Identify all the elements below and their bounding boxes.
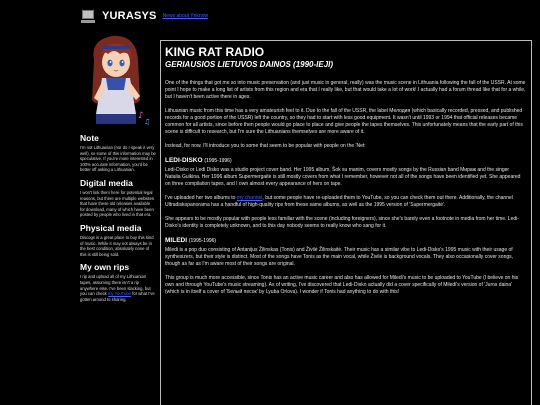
news-link[interactable]: News about Ynknow (162, 13, 209, 19)
own-rips-section (80, 262, 156, 302)
site-header (80, 8, 208, 24)
intro-paragraph: Instead, for now, I'll introduce you to some that seem to be popular with people on the 'Net: (165, 143, 366, 149)
text-fragment: , but some people have re-uploaded them to YouTube, so you can check them out there. Additionally, the channel Ultradiskopanorama has a handful of high-quality rips from these same albums, as well as the 1995 version of 'Supermergaitė'. (165, 195, 513, 208)
text-fragment: for what I've gotten around to sharing. (80, 291, 155, 302)
page-subtitle (165, 59, 526, 70)
section-years: (1995-1996) (204, 158, 232, 164)
section-text: I won't link them here for potential legal reasons, but there are multiple websites that have these old releases available for download, many of which have been posted by people who lived in that era. (80, 189, 155, 218)
section-text: I'm not Lithuanian (nor do I speak it very well), so some of this information may be speculative. If you're more interested in 100% accurate information, you'd be better off asking a Lithuanian. (80, 145, 156, 173)
paragraph: Ledi-Disko or Ledi Disko was a studio project cover band. Her 1995 album, Šok su manim, covers mostly songs by the Russian band Мираж and the singer Natalia Gulkina. Her 1996 album Supermergaitė is still mostly covers from what I remember, however not all of the songs have been identified yet. She appeared on three compilation tapes, and I own almost every appearance of hers on tape. (165, 167, 521, 187)
intro-paragraph: Lithuanian music from this time has a very amateurish feel to it. Due to the fall of the USSR, the label Мелодия (which basically recorded, pressed, and published records for a good portion of the USSR) left the country, so they had to start with less good equipment. It wasn't until 1993 or 1994 that official releases became common for all artists, since before then people would go place to place and give people the tapes themselves. This unfortunately means that the early part of this scene is difficult to research, but I'm sure the Lithuanians themselves are more aware of it. (165, 108, 523, 135)
section-years: (1995-1996) (188, 238, 217, 244)
paragraph (165, 195, 526, 209)
computer-icon (80, 9, 96, 23)
svg-text:♫: ♫ (144, 118, 151, 126)
page-title: KING RAT RADIO (165, 45, 265, 59)
text-fragment: I've uploaded her two albums to (165, 195, 237, 201)
section-text (80, 274, 156, 302)
section-text: Discogs is a great place to buy this kind of music. While it may not always be in the best condition, absolutely none of this is still being sold. (80, 234, 154, 257)
my-channel-link[interactable]: my channel (236, 195, 263, 201)
sidebar (80, 30, 156, 302)
paragraph: This group is much more accessible, since Tonis has an active music career and also has allowed for Miledi's music to be uploaded to YouTube (I believe on his own and through YouTube's music streaming). As of writing, I've discovered that Ledi-Disko actually did a cover specifically of Miledi's version of 'Juros daina' (which is in itself a cover of 'Белый песок' by Lyuba Orlova). I wonder if Tonis had anything to do with this! (165, 275, 519, 295)
text-fragment: I rip and upload all of my Lithuanian tapes, assuming there isn't a rip anywhere else. I've been slacking, but you can check (80, 274, 151, 297)
section-heading-ledi-disko (165, 157, 526, 164)
mascot-image (80, 30, 156, 128)
section-name: MILEDI (165, 237, 188, 244)
physical-media-section (80, 223, 156, 257)
intro-paragraph: One of the things that got me so into music preservation (and just music in general, really) was the music scene in Lithuania following the fall of the USSR. At some point I hope to make a long list of artists from this region and era that I really like, but that would take a lot of work! I actually had a forum thread like that for a while, but I haven't been active there in ages. (165, 80, 526, 100)
digital-media-section (80, 178, 156, 218)
section-heading-miledi (165, 237, 526, 244)
section-heading: Physical media (80, 222, 142, 233)
subtitle-years: (1990-IEJI) (293, 60, 334, 69)
paragraph: She appears to be mostly popular with people less familiar with the scene (including foreigners), since she's barely even a footnote in media from her time. Ledi-Disko's identity is completely unknown, and to this day nobody seems to really know who sang for it. (165, 216, 519, 229)
section-heading: Note (80, 133, 99, 143)
note-section (80, 133, 156, 173)
youtube-link[interactable]: my YouTube (107, 291, 132, 297)
paragraph: Miledi is a pop duo consisting of Antanijus Žilinskas (Tonis) and Živilė Žilinskaitė. Their music has a similar vibe to Ledi-Disko's 1995 music with their usage of synthesizers, but their style is distinct. Most of the songs have Tonis as the main vocal, while Živilė is background vocals. They also occasionally cover songs, though as far as I'm aware most of their songs are original. (165, 247, 514, 267)
section-heading: Digital media (80, 177, 133, 188)
main-content (160, 40, 532, 405)
site-name[interactable]: YURASYS (102, 10, 157, 22)
svg-text:♪: ♪ (138, 111, 144, 121)
section-name: LEDI-DISKO (165, 157, 203, 164)
section-heading: My own rips (80, 262, 130, 273)
subtitle-text: GERIAUSIOS LIETUVOS DAINOS (165, 60, 291, 69)
